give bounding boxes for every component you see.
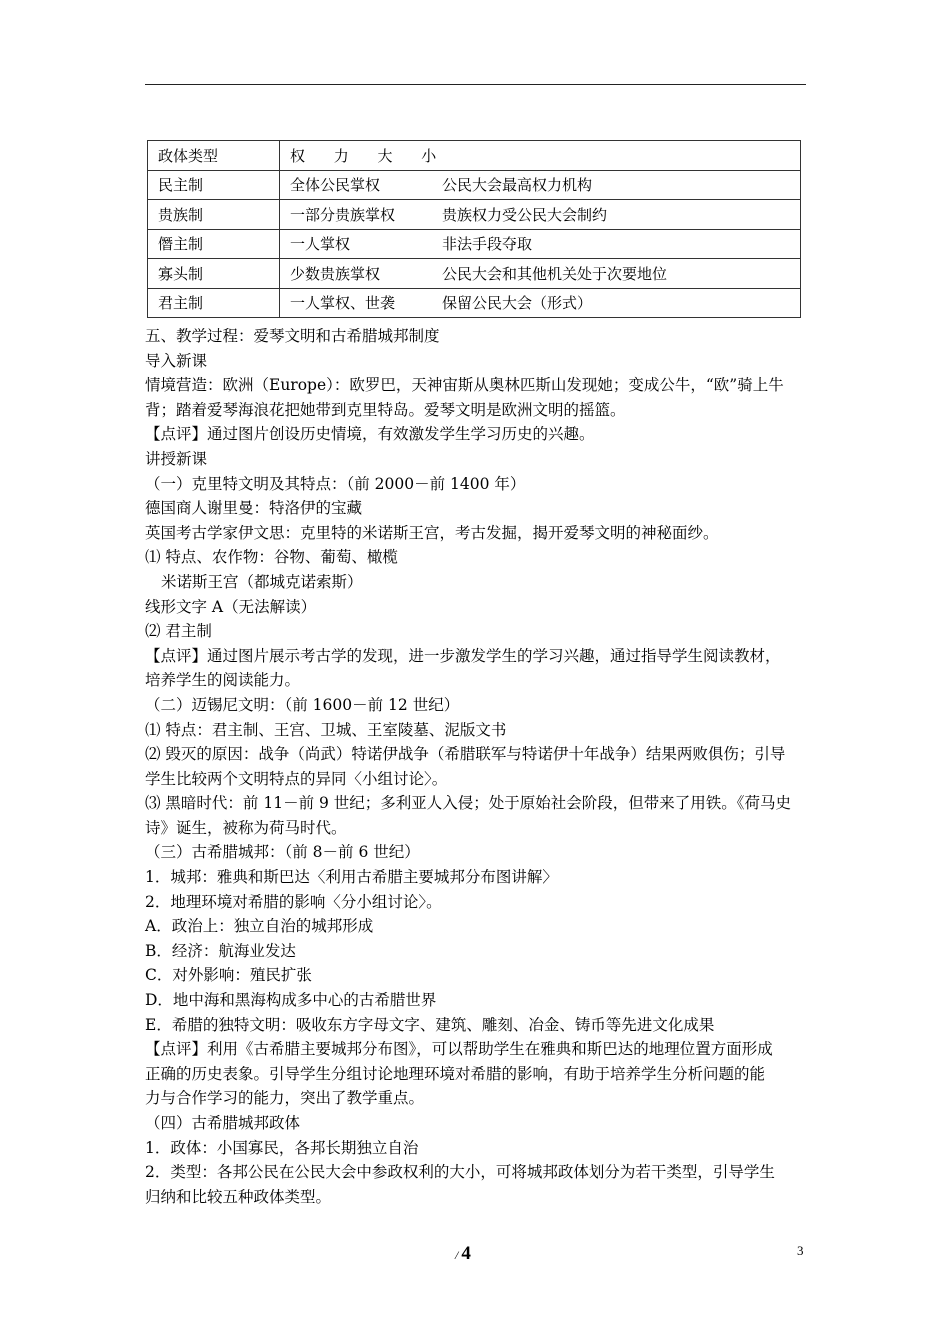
- power-note: 非法手段夺取: [442, 235, 533, 254]
- table-cell-power: [280, 259, 801, 289]
- table-row: [148, 259, 801, 289]
- text-line: 诗》诞生，被称为荷马时代。: [145, 818, 347, 837]
- subsection-heading: （一）克里特文明及其特点：（前 2000－前 1400 年）: [145, 474, 526, 493]
- section-heading: 五、教学过程：爱琴文明和古希腊城邦制度: [145, 327, 440, 345]
- table-row: [148, 200, 801, 230]
- power-holder: 一人掌权、世袭: [290, 294, 396, 313]
- page-separator: /: [455, 1248, 459, 1262]
- table-cell-type: 贵族制: [148, 200, 280, 230]
- comment-line: 正确的历史表象。引导学生分组讨论地理环境对希腊的影响，有助于培养学生分析问题的能: [145, 1064, 766, 1083]
- text-line: 1．政体：小国寡民，各邦长期独立自治: [145, 1138, 419, 1157]
- comment-line: 【点评】通过图片创设历史情境，有效激发学生学习历史的兴趣。: [145, 425, 595, 444]
- power-note: 公民大会最高权力机构: [442, 176, 593, 195]
- table-cell-type: 民主制: [148, 170, 280, 200]
- subsection-heading: （三）古希腊城邦：（前 8－前 6 世纪）: [145, 843, 420, 862]
- text-line: 学生比较两个文明特点的异同〈小组讨论〉。: [145, 769, 448, 788]
- table-row: [148, 288, 801, 318]
- header-rule: [145, 84, 806, 85]
- table-row: [148, 170, 801, 200]
- table-header-row: [148, 141, 801, 171]
- text-line: ⑴ 特点：君主制、王宫、卫城、王室陵墓、泥版文书: [145, 720, 507, 739]
- subsection-heading: （四）古希腊城邦政体: [145, 1114, 301, 1132]
- table-cell-power: [280, 288, 801, 318]
- text-line: ⑵ 君主制: [145, 622, 212, 641]
- table-cell-power: [280, 200, 801, 230]
- text-line: 1．城邦：雅典和斯巴达〈利用古希腊主要城邦分布图讲解〉: [145, 868, 558, 887]
- text-line: B．经济：航海业发达: [145, 941, 296, 960]
- text-line: 2．类型：各邦公民在公民大会中参政权利的大小，可将城邦政体划分为若干类型，引导学生: [145, 1163, 775, 1182]
- text-line: 导入新课: [145, 351, 208, 370]
- comment-line: 【点评】利用《古希腊主要城邦分布图》，可以帮助学生在雅典和斯巴达的地理位置方面形成: [145, 1040, 773, 1059]
- table-header-cell: 政体类型: [148, 141, 280, 171]
- power-holder: 全体公民掌权: [290, 176, 381, 195]
- total-pages: 4: [461, 1243, 471, 1264]
- power-holder: 一部分贵族掌权: [290, 205, 396, 224]
- table-cell-power: [280, 170, 801, 200]
- text-line: 米诺斯王宫（都城克诺索斯）: [161, 572, 363, 591]
- text-line: E．希腊的独特文明：吸收东方字母文字、建筑、雕刻、冶金、铸币等先进文化成果: [145, 1015, 715, 1034]
- comment-line: 力与合作学习的能力，突出了教学重点。: [145, 1089, 425, 1108]
- comment-line: 【点评】通过图片展示考古学的发现，进一步激发学生的学习兴趣，通过指导学生阅读教材，: [145, 646, 781, 665]
- text-line: ⑵ 毁灭的原因：战争（尚武）特诺伊战争（希腊联军与特诺伊十年战争）结果两败俱伤；引导: [145, 745, 786, 764]
- table-cell-type: 寡头制: [148, 259, 280, 289]
- comment-line: 培养学生的阅读能力。: [145, 671, 301, 690]
- power-holder: 一人掌权: [290, 235, 351, 254]
- power-note: 保留公民大会（形式）: [442, 294, 593, 313]
- text-line: 线形文字 A（无法解读）: [145, 597, 317, 616]
- text-line: ⑶ 黑暗时代：前 11－前 9 世纪；多利亚人入侵；处于原始社会阶段，但带来了用铁。《荷马史: [145, 794, 792, 813]
- table-cell-power: [280, 229, 801, 259]
- text-line: 背；踏着爱琴海浪花把她带到克里特岛。爱琴文明是欧洲文明的摇篮。: [145, 400, 626, 419]
- text-line: 情境营造：欧洲（Europe）：欧罗巴，天神宙斯从奥林匹斯山发现她；变成公牛，“欧”骑上牛: [145, 376, 784, 395]
- text-line: C．对外影响：殖民扩张: [145, 966, 312, 985]
- table-header-cell: 权 力 大 小: [280, 141, 801, 171]
- government-types-table: [147, 140, 801, 318]
- power-note: 贵族权力受公民大会制约: [442, 205, 608, 224]
- subsection-heading: （二）迈锡尼文明：（前 1600－前 12 世纪）: [145, 695, 460, 714]
- power-note: 公民大会和其他机关处于次要地位: [442, 264, 668, 283]
- lesson-body: [145, 324, 807, 1209]
- table-cell-type: 僭主制: [148, 229, 280, 259]
- text-line: 归纳和比较五种政体类型。: [145, 1187, 332, 1206]
- text-line: 2．地理环境对希腊的影响〈分小组讨论〉。: [145, 892, 442, 911]
- text-line: 英国考古学家伊文思：克里特的米诺斯王宫，考古发掘，揭开爱琴文明的神秘面纱。: [145, 523, 719, 542]
- page-number: 3: [797, 1243, 804, 1258]
- text-line: A．政治上：独立自治的城邦形成: [145, 917, 374, 936]
- text-line: ⑴ 特点、农作物：谷物、葡萄、橄榄: [145, 548, 398, 567]
- power-holder: 少数贵族掌权: [290, 264, 381, 283]
- text-line: D．地中海和黑海构成多中心的古希腊世界: [145, 991, 437, 1010]
- table-row: [148, 229, 801, 259]
- text-line: 德国商人谢里曼：特洛伊的宝藏: [145, 499, 363, 518]
- table-cell-type: 君主制: [148, 288, 280, 318]
- text-line: 讲授新课: [145, 449, 208, 468]
- page-count: [455, 1243, 471, 1265]
